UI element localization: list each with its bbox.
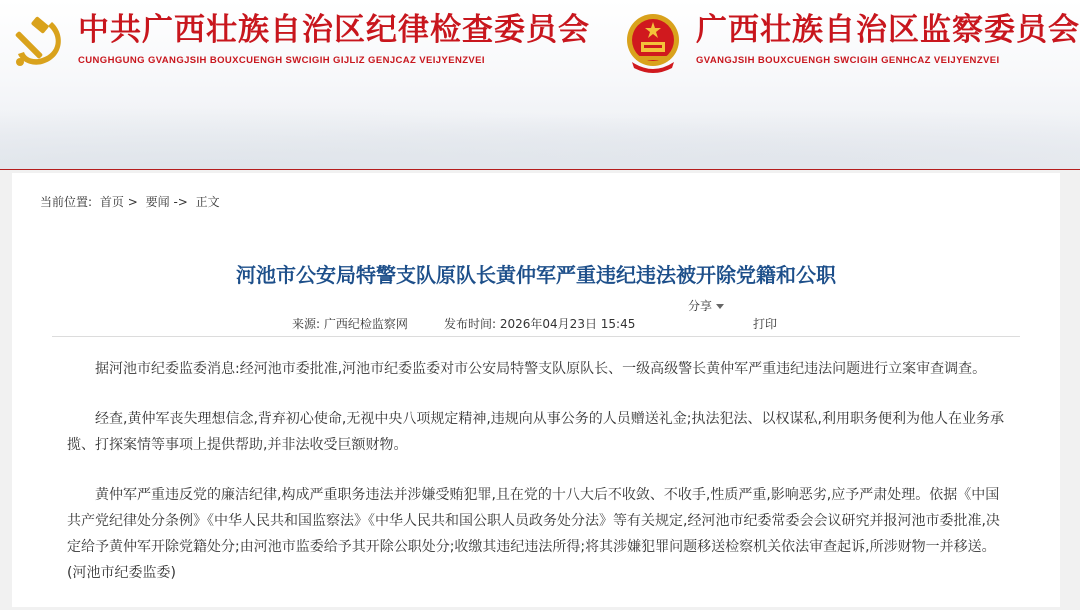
article-paragraph: 经查,黄仲军丧失理想信念,背弃初心使命,无视中央八项规定精神,违规向从事公务的人员赠送礼金;执法犯法、以权谋私,利用职务便利为他人在业务承揽、打探案情等事项上提供帮助,并非法收受巨额财物。 — [67, 411, 1004, 453]
source-value: 广西纪检监察网 — [323, 317, 408, 331]
header-divider — [0, 169, 1080, 170]
org1-name-en: CUNGHGUNG GVANGJSIH BOUXCUENGH SWCIGIH GIJLIZ GENJCAZ VEIJYENZVEI — [78, 55, 485, 66]
breadcrumb-separator: > — [127, 195, 138, 209]
article-title: 河池市公安局特警支队原队长黄仲军严重违纪违法被开除党籍和公职 — [236, 263, 836, 287]
time-value: 2026年04月23日 15:45 — [499, 317, 636, 331]
breadcrumb-label: 当前位置: — [40, 195, 93, 209]
chevron-down-icon — [716, 304, 724, 309]
org2-title-block — [696, 10, 1080, 66]
national-emblem-icon — [624, 12, 682, 74]
source-label: 来源: — [292, 317, 321, 331]
breadcrumb — [40, 193, 224, 210]
party-emblem-icon — [12, 14, 68, 70]
meta-divider — [52, 336, 1020, 337]
breadcrumb-current: 正文 — [195, 195, 220, 209]
site-header — [0, 0, 1080, 170]
article-source — [292, 315, 408, 332]
print-button[interactable]: 打印 — [753, 317, 778, 331]
share-button[interactable] — [688, 297, 724, 314]
article-paragraph: 黄仲军严重违反党的廉洁纪律,构成严重职务违法并涉嫌受贿犯罪,且在党的十八大后不收敛、不收手,性质严重,影响恶劣,应予严肃处理。依据《中国共产党纪律处分条例》《中华人民共和国监察法》《中华人民共和国公职人员政务处分法》等有关规定,经河池市纪委常委会会议研究并报河池市委批准,决定给予黄仲军开除党籍处分;由河池市监委给予其开除公职处分;收缴其违纪违法所得;将其涉嫌犯罪问题移送检察机关依法审查起诉,所涉财物一并移送。(河池市纪委监委) — [67, 487, 1000, 581]
time-label: 发布时间: — [444, 317, 497, 331]
org1-name-cn: 中共广西壮族自治区纪律检查委员会 — [78, 12, 590, 48]
article-paragraph: 据河池市纪委监委消息:经河池市委批准,河池市纪委监委对市公安局特警支队原队长、一级高级警长黄仲军严重违纪违法问题进行立案审查调查。 — [95, 361, 987, 377]
org2-name-en: GVANGJSIH BOUXCUENGH SWCIGIH GENHCAZ VEIJYENZVEI — [696, 55, 1000, 66]
share-label: 分享 — [688, 299, 713, 313]
header-background — [0, 95, 1080, 170]
breadcrumb-section-link[interactable]: 要闻 — [145, 195, 170, 209]
article-page — [12, 173, 1060, 607]
org2-name-cn: 广西壮族自治区监察委员会 — [696, 12, 1080, 48]
article-body — [67, 356, 1007, 610]
org1-title-block — [78, 10, 590, 66]
breadcrumb-separator: -> — [173, 195, 188, 209]
article-time — [444, 315, 635, 332]
breadcrumb-home-link[interactable]: 首页 — [99, 195, 124, 209]
